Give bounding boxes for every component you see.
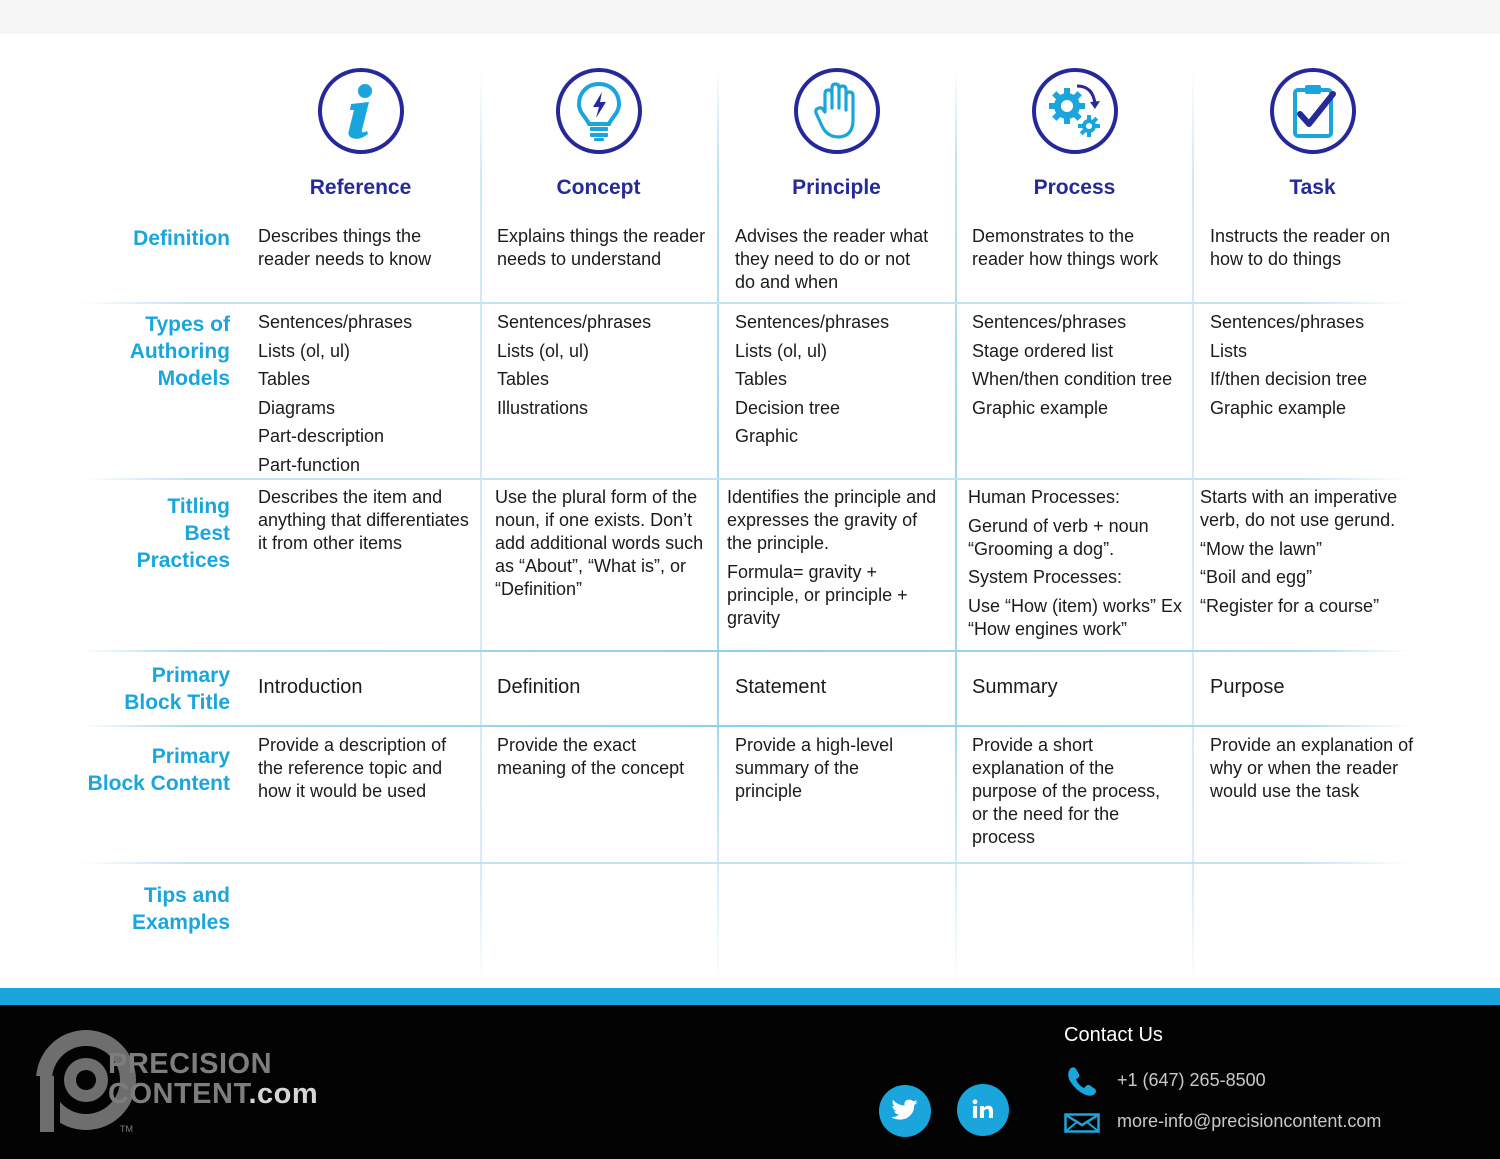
list-item: Sentences/phrases xyxy=(258,312,413,332)
linkedin-icon xyxy=(972,1099,994,1121)
list-item: Lists xyxy=(1210,340,1248,361)
cell-text: System Processes: xyxy=(968,567,1123,587)
cell-definition-task xyxy=(1210,225,1428,277)
cell-text: Purpose xyxy=(1210,676,1285,698)
hand-icon xyxy=(794,68,880,154)
list-item: Illustrations xyxy=(497,397,589,418)
cell-text: Describes the item and anything that differentiates it from other items xyxy=(258,487,469,553)
row-divider xyxy=(80,302,1410,304)
cell-titling-principle xyxy=(727,486,937,635)
twitter-button[interactable] xyxy=(879,1085,931,1137)
list-item: Sentences/phrases xyxy=(972,312,1127,332)
cell-text: Provide a short explanation of the purpose of the process, or the need for the process xyxy=(972,735,1161,847)
column-divider xyxy=(1192,68,1194,988)
cell-definition-process xyxy=(972,225,1172,277)
cell-text: Human Processes: xyxy=(968,487,1121,507)
cell-block-content-task xyxy=(1210,734,1420,809)
row-label-types: Types of Authoring Models xyxy=(129,313,230,390)
column-header-concept xyxy=(480,68,717,200)
column-divider xyxy=(717,68,719,988)
column-title: Concept xyxy=(556,176,641,199)
cell-block-title-principle xyxy=(735,676,953,705)
list-item: If/then decision tree xyxy=(1210,369,1368,389)
envelope-icon xyxy=(1064,1113,1100,1138)
cell-text: Use “How (item) works” Ex “How engines work” xyxy=(968,595,1183,639)
list-item: Tables xyxy=(258,369,311,389)
cell-text: Use the plural form of the noun, if one exists. Don’t add additional words such as “About”, “What is”, or “Definition” xyxy=(495,487,704,599)
column-title: Task xyxy=(1289,176,1336,199)
cell-text: Provide a description of the reference topic and how it would be used xyxy=(258,735,447,801)
list-item: Sentences/phrases xyxy=(497,312,652,332)
list-item: Part-function xyxy=(258,454,361,475)
list-item: Graphic example xyxy=(972,397,1109,418)
logo-text-line1: PRECISION xyxy=(108,1048,273,1080)
cell-text: “Mow the lawn” xyxy=(1200,538,1323,559)
cell-text: Introduction xyxy=(258,676,363,698)
cell-block-content-principle xyxy=(735,734,925,809)
cell-block-title-process xyxy=(972,676,1190,705)
cell-titling-reference xyxy=(258,486,470,561)
cell-text: Provide an explanation of why or when the reader would use the task xyxy=(1210,735,1414,801)
cell-text: Advises the reader what they need to do or not do and when xyxy=(735,226,929,292)
column-title: Process xyxy=(1033,176,1116,199)
cell-titling-process xyxy=(968,486,1183,646)
column-divider xyxy=(955,68,957,988)
contact-phone[interactable]: +1 (647) 265-8500 xyxy=(1117,1070,1266,1090)
footer-accent-stripe xyxy=(0,988,1500,1005)
list-item: Stage ordered list xyxy=(972,340,1114,361)
top-bar xyxy=(0,0,1500,34)
trademark-mark: TM xyxy=(120,1124,133,1134)
logo-text-line2 xyxy=(108,1078,318,1111)
cell-definition-principle xyxy=(735,225,935,300)
list-item: Sentences/phrases xyxy=(1210,312,1365,332)
list-item: Tables xyxy=(735,369,788,389)
column-divider xyxy=(480,68,482,988)
list-item: Part-description xyxy=(258,426,385,446)
cell-text: Instructs the reader on how to do things xyxy=(1210,226,1391,269)
column-title: Reference xyxy=(309,176,412,199)
cell-text: Demonstrates to the reader how things work xyxy=(972,226,1159,269)
cell-text: Definition xyxy=(497,676,581,698)
column-title: Principle xyxy=(792,176,881,199)
cell-text: Starts with an imperative verb, do not use gerund. xyxy=(1200,487,1398,530)
column-header-task xyxy=(1194,68,1431,200)
cell-text: Gerund of verb + noun “Grooming a dog”. xyxy=(968,515,1149,559)
list-item: Lists (ol, ul) xyxy=(258,340,351,361)
cell-types-task xyxy=(1210,311,1428,425)
cell-text: Provide the exact meaning of the concept xyxy=(497,735,685,778)
cell-text: Identifies the principle and expresses the gravity of the principle. xyxy=(727,487,937,553)
list-item: When/then condition tree xyxy=(972,369,1173,389)
cell-titling-task xyxy=(1200,486,1425,623)
cell-block-content-concept xyxy=(497,734,687,786)
column-header-principle xyxy=(718,68,955,200)
cell-types-principle xyxy=(735,311,953,454)
list-item: Tables xyxy=(497,369,550,389)
list-item: Lists (ol, ul) xyxy=(497,340,590,361)
list-item: Diagrams xyxy=(258,397,336,418)
row-label-titling: Titling Best Practices xyxy=(136,495,230,572)
cell-text: Statement xyxy=(735,676,827,698)
cell-text: Provide a high-level summary of the principle xyxy=(735,735,894,801)
clipboard-check-icon xyxy=(1270,68,1356,154)
cell-text: Summary xyxy=(972,676,1058,698)
cell-text: Describes things the reader needs to know xyxy=(258,226,432,269)
row-divider xyxy=(80,862,1410,864)
logo-text-content: CONTENT xyxy=(108,1078,249,1110)
cell-block-title-reference xyxy=(258,676,476,705)
cell-text: “Register for a course” xyxy=(1200,595,1380,616)
gears-icon xyxy=(1032,68,1118,154)
cell-block-title-task xyxy=(1210,676,1428,705)
cell-definition-reference xyxy=(258,225,476,277)
cell-block-content-reference xyxy=(258,734,463,809)
cell-definition-concept xyxy=(497,225,715,277)
row-divider xyxy=(80,650,1410,652)
row-label-definition: Definition xyxy=(133,227,230,250)
column-header-process xyxy=(956,68,1193,200)
cell-block-title-concept xyxy=(497,676,715,705)
list-item: Graphic example xyxy=(1210,397,1347,418)
cell-types-process xyxy=(972,311,1177,425)
info-icon xyxy=(318,68,404,154)
phone-icon xyxy=(1066,1066,1098,1101)
list-item: Sentences/phrases xyxy=(735,312,890,332)
row-divider xyxy=(80,725,1410,727)
contact-email[interactable]: more-info@precisioncontent.com xyxy=(1117,1111,1382,1131)
cell-text: “Boil and egg” xyxy=(1200,567,1313,587)
list-item: Lists (ol, ul) xyxy=(735,340,828,361)
lightbulb-icon xyxy=(556,68,642,154)
row-label-block-title: Primary Block Title xyxy=(124,664,230,714)
cell-text: Formula= gravity + principle, or principle + gravity xyxy=(727,561,908,628)
twitter-icon xyxy=(891,1099,919,1123)
list-item: Decision tree xyxy=(735,397,841,418)
cell-titling-concept xyxy=(495,486,710,607)
contact-title: Contact Us xyxy=(1064,1024,1163,1046)
linkedin-button[interactable] xyxy=(957,1084,1009,1136)
cell-types-concept xyxy=(497,311,715,425)
row-label-block-content: Primary Block Content xyxy=(87,745,230,795)
cell-types-reference xyxy=(258,311,476,482)
cell-block-content-process xyxy=(972,734,1172,855)
logo-text-suffix: .com xyxy=(248,1078,319,1110)
row-label-tips: Tips and Examples xyxy=(131,884,230,934)
list-item: Graphic xyxy=(735,426,799,446)
cell-text: Explains things the reader needs to understand xyxy=(497,226,706,269)
column-header-reference xyxy=(242,68,479,200)
